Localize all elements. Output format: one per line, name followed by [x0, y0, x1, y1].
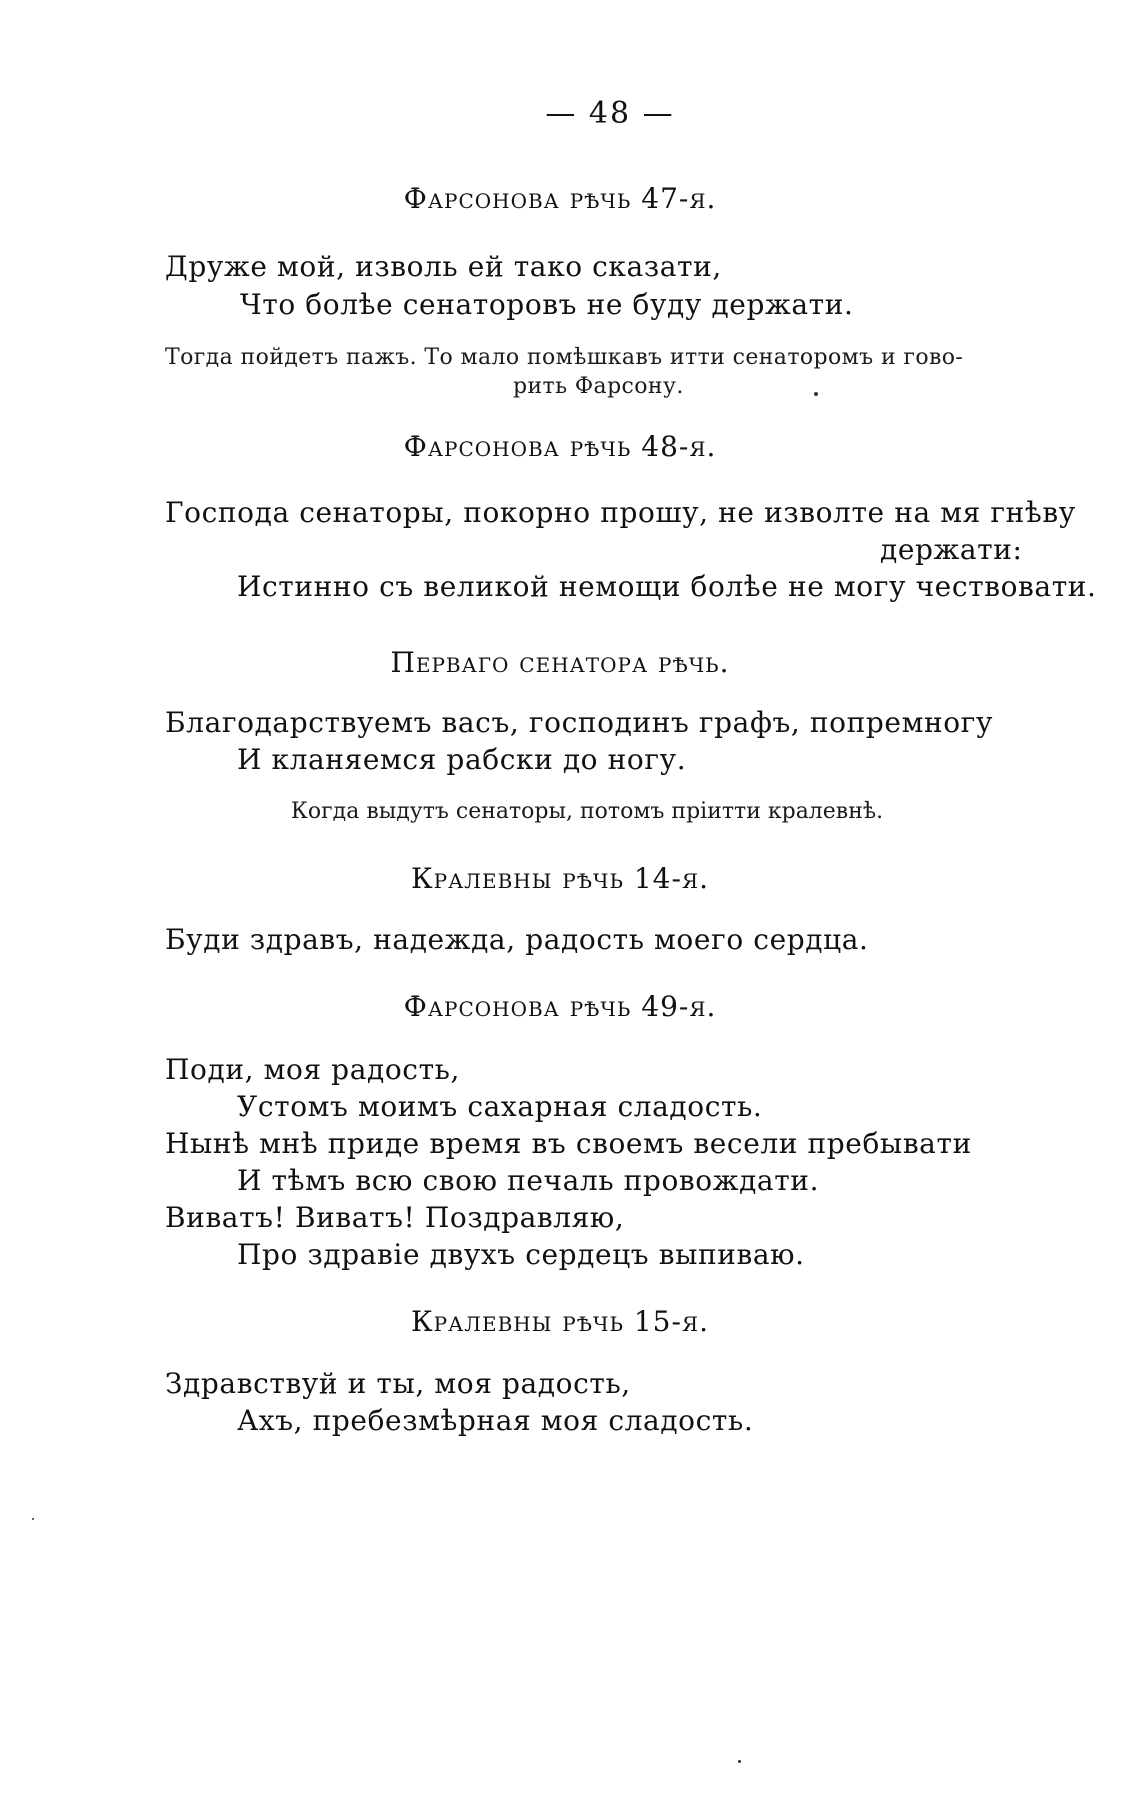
stage-direction: Тогда пойдетъ пажъ. То мало помѣшкавъ итти сенаторомъ и гово-	[165, 345, 964, 370]
verse-line: Буди здравъ, надежда, радость моего сердца.	[165, 923, 869, 956]
verse-line: И кланяемся рабски до ногу.	[237, 743, 687, 776]
speech-heading: Перваго сенатора рѣчь.	[390, 646, 730, 679]
verse-line: И тѣмъ всю свою печаль провождати.	[237, 1164, 820, 1197]
verse-line: Виватъ! Виватъ! Поздравляю,	[165, 1201, 625, 1234]
stage-direction: рить Фарсону.	[513, 374, 684, 399]
verse-line: Господа сенаторы, покорно прошу, не изволте на мя гнѣву	[165, 496, 1076, 529]
page-number: — 48 —	[545, 96, 675, 131]
speech-heading: Фарсонова рѣчь 48-я.	[403, 430, 717, 463]
print-speck	[32, 1518, 34, 1520]
verse-line: Здравствуй и ты, моя радость,	[165, 1367, 631, 1400]
print-speck	[738, 1760, 741, 1763]
print-speck	[814, 392, 818, 396]
verse-line: Устомъ моимъ сахарная сладость.	[237, 1090, 763, 1123]
verse-line: Поди, моя радость,	[165, 1053, 461, 1086]
verse-line: Друже мой, изволь ей тако сказати,	[165, 250, 722, 283]
verse-line: Ахъ, пребезмѣрная моя сладость.	[237, 1404, 754, 1437]
speech-heading: Фарсонова рѣчь 47-я.	[403, 182, 717, 215]
verse-line: Про здравіе двухъ сердецъ выпиваю.	[237, 1238, 805, 1271]
verse-line: Истинно съ великой немощи болѣе не могу чествовати.	[237, 570, 1097, 603]
stage-direction: Когда выдутъ сенаторы, потомъ пріитти кралевнѣ.	[290, 799, 884, 824]
verse-line: Благодарствуемъ васъ, господинъ графъ, попремногу	[165, 706, 994, 739]
verse-line: держати:	[880, 533, 1023, 566]
speech-heading: Фарсонова рѣчь 49-я.	[403, 990, 717, 1023]
speech-heading: Кралевны рѣчь 14-я.	[411, 862, 709, 895]
verse-line: Нынѣ мнѣ приде время въ своемъ весели пребывати	[165, 1127, 972, 1160]
speech-heading: Кралевны рѣчь 15-я.	[411, 1305, 709, 1338]
verse-line: Что болѣе сенаторовъ не буду держати.	[240, 288, 854, 321]
